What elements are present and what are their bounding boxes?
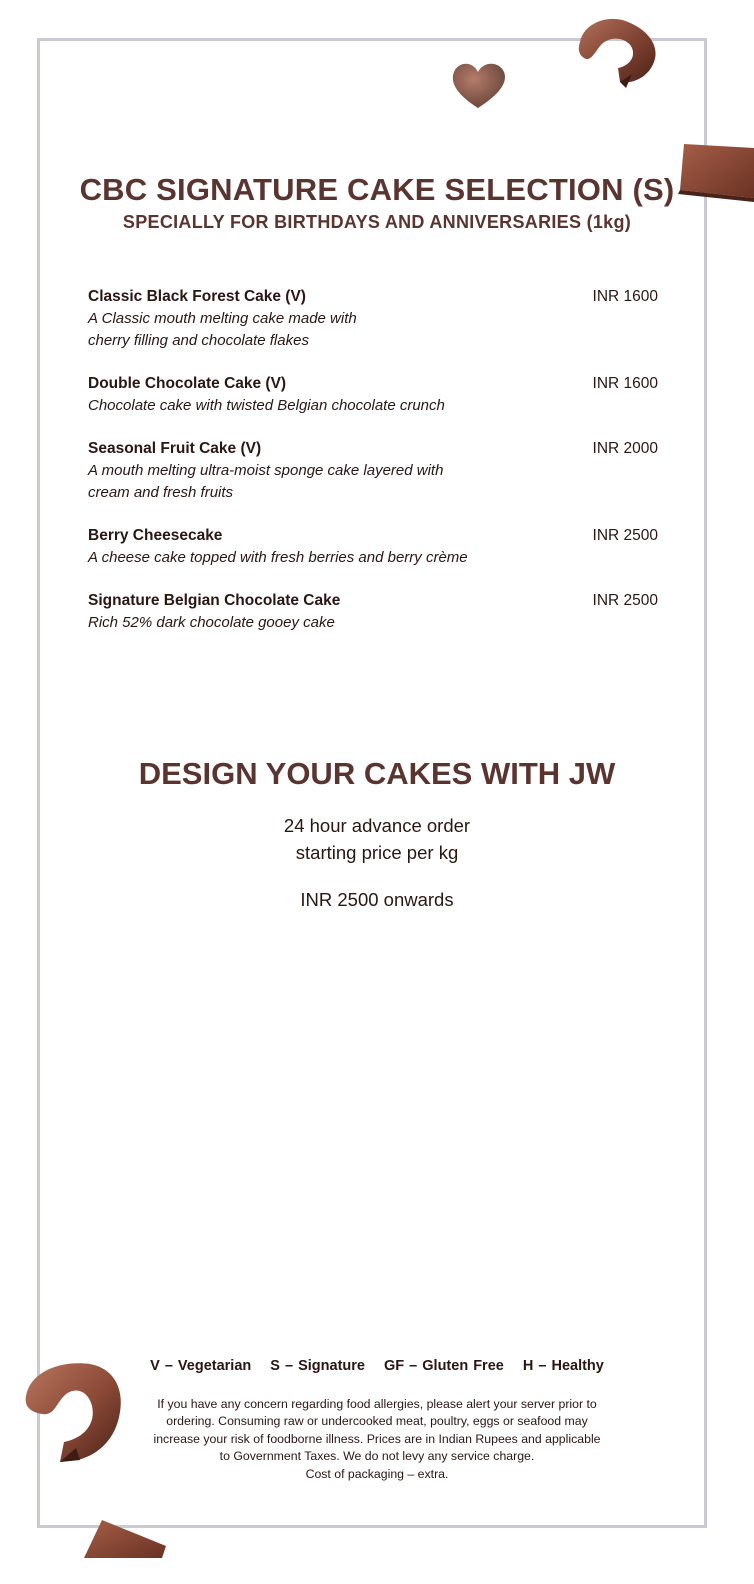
disclaimer-line: If you have any concern regarding food allergies, please alert your server prior to: [157, 1397, 597, 1411]
legend-signature: S – Signature: [270, 1358, 365, 1374]
chocolate-curl-top-right-icon: [570, 12, 662, 88]
design-details: [0, 812, 754, 866]
signature-title: CBC SIGNATURE CAKE SELECTION (S): [79, 172, 675, 207]
design-title: DESIGN YOUR CAKES WITH JW: [138, 756, 616, 791]
item-description: Rich 52% dark chocolate gooey cake: [88, 614, 335, 631]
design-line-advance: 24 hour advance order: [283, 815, 471, 836]
item-description: A Classic mouth melting cake made with cherry filling and chocolate flakes: [88, 310, 357, 349]
chocolate-bar-bottom-icon: [84, 1518, 168, 1558]
list-item: [88, 373, 658, 417]
dietary-legend: [0, 1358, 754, 1374]
disclaimer-line: increase your risk of foodborne illness. Prices are in Indian Rupees and applicable: [153, 1431, 601, 1446]
item-price: INR 1600: [592, 288, 658, 305]
design-line-price-basis: starting price per kg: [295, 842, 459, 863]
item-description: Chocolate cake with twisted Belgian chocolate crunch: [88, 397, 445, 414]
item-price: INR 2500: [592, 592, 658, 609]
legend-gluten-free: GF – Gluten Free: [384, 1358, 504, 1374]
design-price: INR 2500 onwards: [300, 889, 454, 910]
disclaimer-line: to Government Taxes. We do not levy any service charge.: [219, 1449, 535, 1464]
cake-list: [88, 286, 658, 634]
item-name: Seasonal Fruit Cake (V): [88, 440, 262, 457]
item-description: A cheese cake topped with fresh berries and berry crème: [88, 549, 468, 566]
item-name: Berry Cheesecake: [88, 527, 223, 544]
legend-healthy: H – Healthy: [522, 1358, 604, 1374]
list-item: [88, 286, 658, 352]
list-item: [88, 525, 658, 569]
signature-subtitle: SPECIALLY FOR BIRTHDAYS AND ANNIVERSARIES (1kg): [122, 212, 632, 232]
item-price: INR 2000: [592, 440, 658, 457]
item-name: Double Chocolate Cake (V): [88, 375, 287, 392]
item-price: INR 2500: [592, 527, 658, 544]
chocolate-heart-icon: [446, 56, 510, 112]
disclaimer-line: ordering. Consuming raw or undercooked meat, poultry, eggs or seafood may: [166, 1414, 588, 1429]
list-item: [88, 438, 658, 504]
item-price: INR 1600: [592, 375, 658, 392]
item-name: Classic Black Forest Cake (V): [88, 288, 306, 305]
item-name: Signature Belgian Chocolate Cake: [88, 592, 341, 609]
disclaimer-line: Cost of packaging – extra.: [305, 1466, 449, 1481]
item-description: A mouth melting ultra-moist sponge cake layered with cream and fresh fruits: [88, 462, 444, 501]
disclaimer: [132, 1396, 622, 1483]
legend-vegetarian: V – Vegetarian: [150, 1358, 252, 1374]
list-item: [88, 590, 658, 634]
